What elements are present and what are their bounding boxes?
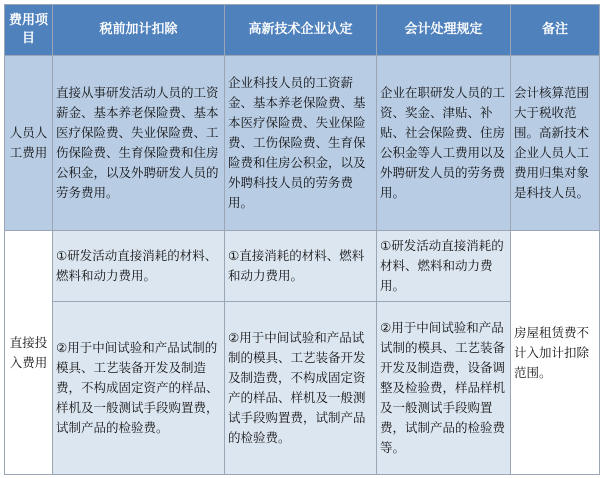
header-hightech: 高新技术企业认定 bbox=[225, 5, 377, 56]
header-row bbox=[5, 5, 600, 56]
category-label: 直接投入费用 bbox=[9, 334, 48, 370]
category-cell bbox=[5, 56, 53, 231]
header-pretax: 税前加计扣除 bbox=[53, 5, 225, 56]
hightech-text: 企业科技人员的工资薪金、基本养老保险费、基本医疗保险费、失业保险费、工伤保险费、生育保险费和住房公积金，以及外聘科技人员的劳务费用。 bbox=[228, 75, 366, 210]
table-row bbox=[5, 231, 600, 302]
header-accounting: 会计处理规定 bbox=[377, 5, 511, 56]
accounting-text: 企业在职研发人员的工资、奖金、津贴、补贴、社会保险费、住房公积金等人工费用以及外聘研发人员的劳务费用。 bbox=[380, 85, 506, 200]
pretax-text: ②用于中间试验和产品试制的模具、工艺装备开发及制造费，不构成固定资产的样品、样机及一般测试手段购置费，试制产品的检验费。 bbox=[56, 340, 219, 435]
remarks-cell bbox=[511, 231, 600, 475]
hightech-text: ①直接消耗的材料、燃料和动力费用。 bbox=[228, 248, 365, 283]
header-category: 费用项目 bbox=[5, 5, 53, 56]
accounting-cell bbox=[377, 302, 511, 475]
remarks-cell bbox=[511, 56, 600, 231]
pretax-cell bbox=[53, 302, 225, 475]
remarks-text: 会计核算范围大于税收范围。高新技术企业人员人工费用归集对象是科技人员。 bbox=[514, 85, 590, 200]
hightech-cell bbox=[225, 302, 377, 475]
pretax-cell bbox=[53, 56, 225, 231]
category-label: 人员人工费用 bbox=[9, 125, 48, 160]
remarks-text: 房屋租赁费不计入加计扣除范围。 bbox=[514, 324, 590, 380]
accounting-text: ①研发活动直接消耗的材料、燃料和动力费用。 bbox=[380, 238, 504, 293]
table-row bbox=[5, 56, 600, 231]
hightech-text: ②用于中间试验和产品试制的模具、工艺装备开发及制造费，不构成固定资产的样品、样机及一般测试手段购置费，试制产品的检验费。 bbox=[228, 330, 366, 445]
accounting-text: ②用于中间试验和产品试制的模具、工艺装备开发及制造费，设备调整及检验费，样品样机及一般测试手段购置费，试制产品的检验费等。 bbox=[380, 320, 506, 455]
header-remarks: 备注 bbox=[511, 5, 600, 56]
pretax-text: ①研发活动直接消耗的材料、燃料和动力费用。 bbox=[56, 248, 218, 283]
hightech-cell bbox=[225, 231, 377, 302]
pretax-text: 直接从事研发活动人员的工资薪金、基本养老保险费、基本医疗保险费、失业保险费、工伤保险费、生育保险费和住房公积金，以及外聘研发人员的劳务费用。 bbox=[56, 85, 219, 200]
pretax-cell bbox=[53, 231, 225, 302]
hightech-cell bbox=[225, 56, 377, 231]
accounting-cell bbox=[377, 56, 511, 231]
comparison-table bbox=[4, 4, 600, 475]
accounting-cell bbox=[377, 231, 511, 302]
category-cell bbox=[5, 231, 53, 475]
table-row bbox=[5, 302, 600, 475]
